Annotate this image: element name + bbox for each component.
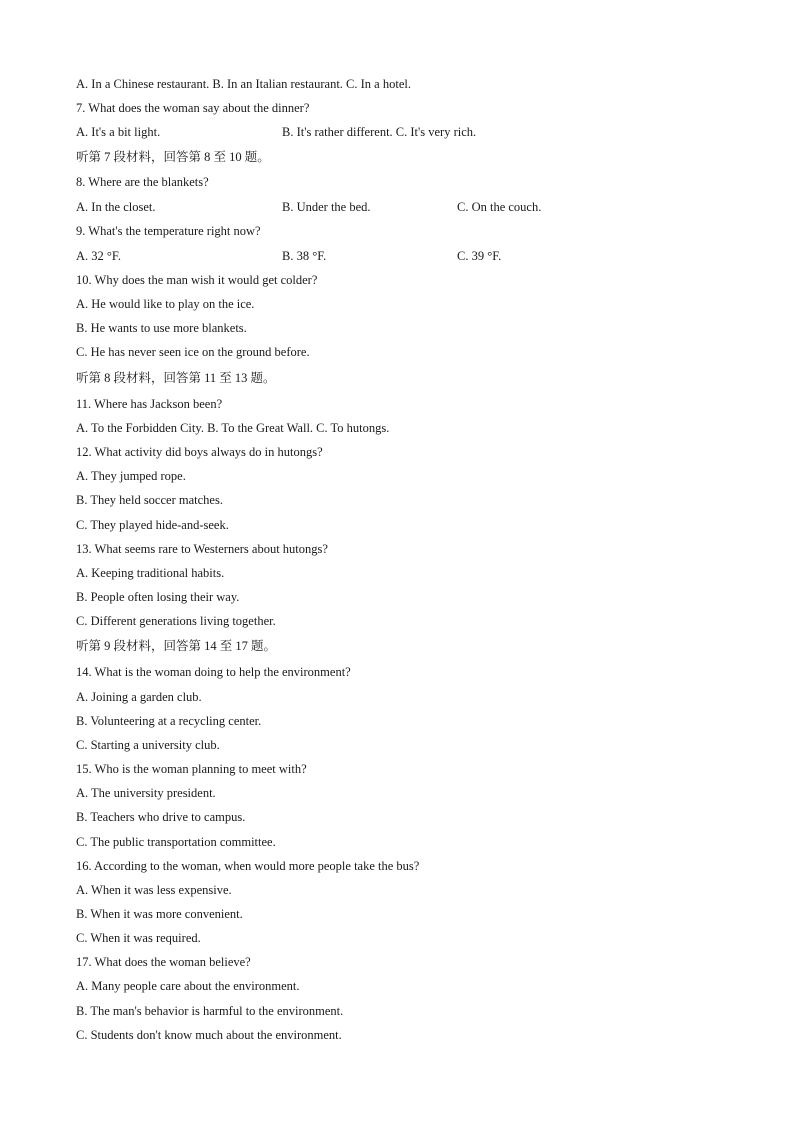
text: 10. Why does the man wish it would get colder? xyxy=(76,273,318,287)
text: B. The man's behavior is harmful to the environment. xyxy=(76,1004,344,1018)
text: 听第 9 段材料，回答第 14 至 17 题。 xyxy=(76,639,277,653)
text: A. They jumped rope. xyxy=(76,469,186,483)
text: B. Volunteering at a recycling center. xyxy=(76,714,262,728)
text: A. Keeping traditional habits. xyxy=(76,566,225,580)
text: A. Joining a garden club. xyxy=(76,690,202,704)
text: B. People often losing their way. xyxy=(76,590,240,604)
text: 听第 8 段材料，回答第 11 至 13 题。 xyxy=(76,371,276,385)
text: 15. Who is the woman planning to meet with? xyxy=(76,762,307,776)
option-a: A. It's a bit light. xyxy=(76,125,161,139)
text: 13. What seems rare to Westerners about hutongs? xyxy=(76,542,328,556)
text: C. Students don't know much about the environment. xyxy=(76,1028,342,1042)
option-b: B. 38 °F. xyxy=(282,249,327,263)
text: B. When it was more convenient. xyxy=(76,907,243,921)
option-c: C. On the couch. xyxy=(457,200,542,214)
text: C. Different generations living together. xyxy=(76,614,276,628)
text: B. Teachers who drive to campus. xyxy=(76,810,246,824)
text: 听第 7 段材料，回答第 8 至 10 题。 xyxy=(76,150,270,164)
text: A. He would like to play on the ice. xyxy=(76,297,255,311)
text: 8. Where are the blankets? xyxy=(76,175,209,189)
option-a: A. In the closet. xyxy=(76,200,156,214)
text: B. They held soccer matches. xyxy=(76,493,223,507)
text: C. The public transportation committee. xyxy=(76,835,276,849)
text: B. He wants to use more blankets. xyxy=(76,321,247,335)
text: C. Starting a university club. xyxy=(76,738,220,752)
text: A. When it was less expensive. xyxy=(76,883,232,897)
text: 11. Where has Jackson been? xyxy=(76,397,223,411)
text: C. He has never seen ice on the ground before. xyxy=(76,345,310,359)
option-a: A. 32 °F. xyxy=(76,249,121,263)
text: 14. What is the woman doing to help the environment? xyxy=(76,665,351,679)
text: A. In a Chinese restaurant. B. In an Italian restaurant. C. In a hotel. xyxy=(76,77,411,91)
text: 7. What does the woman say about the dinner? xyxy=(76,101,310,115)
option-c: C. 39 °F. xyxy=(457,249,502,263)
option-b: B. Under the bed. xyxy=(282,200,371,214)
text: C. They played hide-and-seek. xyxy=(76,518,229,532)
text: A. Many people care about the environment. xyxy=(76,979,300,993)
text: 16. According to the woman, when would more people take the bus? xyxy=(76,859,420,873)
text: A. To the Forbidden City. B. To the Great Wall. C. To hutongs. xyxy=(76,421,390,435)
text: 9. What's the temperature right now? xyxy=(76,224,261,238)
text: 12. What activity did boys always do in hutongs? xyxy=(76,445,323,459)
option-b-c: B. It's rather different. C. It's very rich. xyxy=(282,125,477,139)
text: C. When it was required. xyxy=(76,931,201,945)
text: A. The university president. xyxy=(76,786,216,800)
text: 17. What does the woman believe? xyxy=(76,955,251,969)
